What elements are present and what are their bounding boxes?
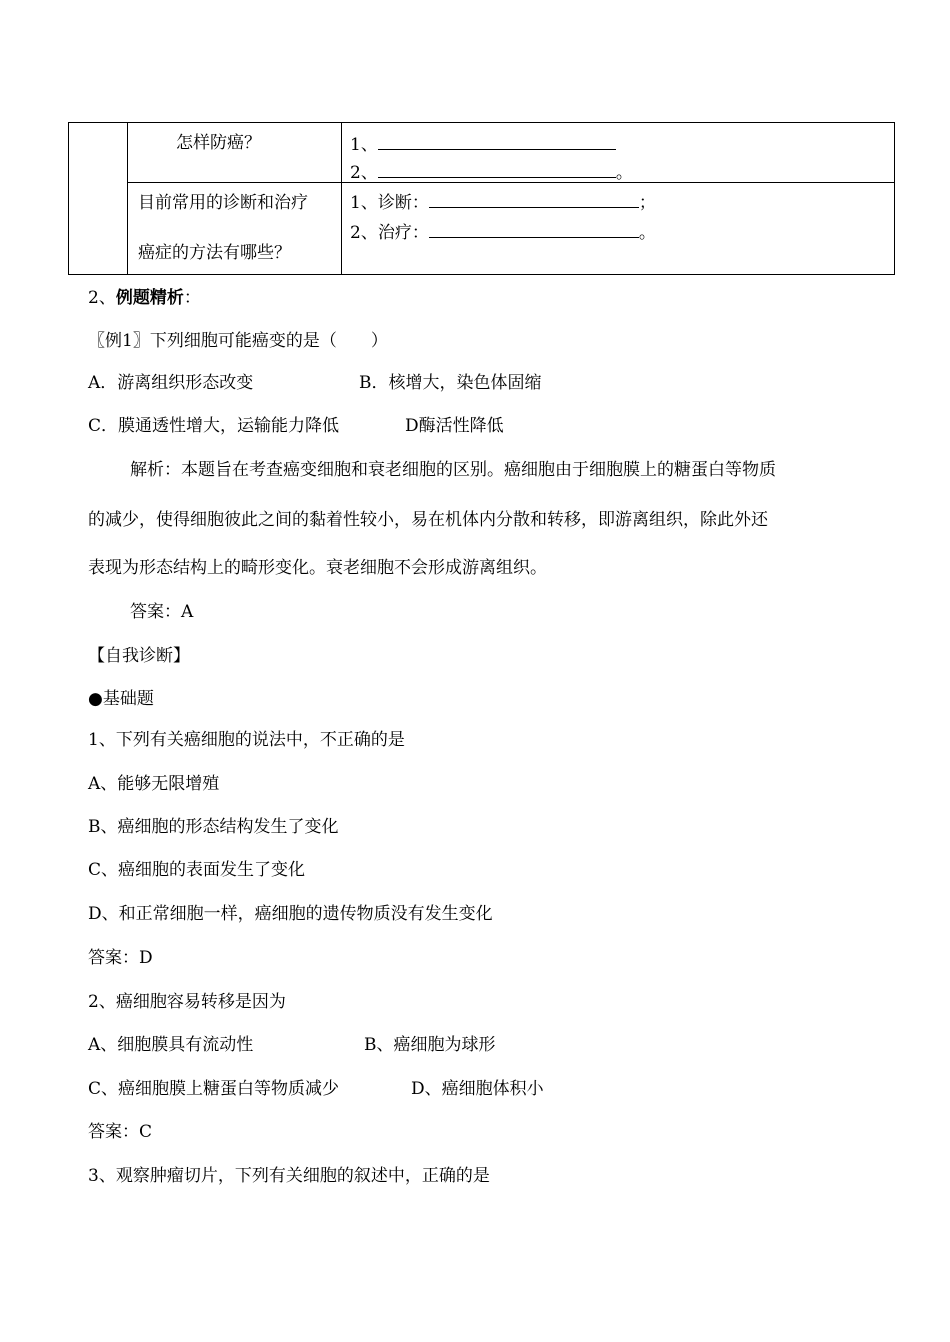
- table-row2-item1-suffix: ；: [638, 193, 656, 213]
- q2-option-d: D、癌细胞体积小: [411, 1079, 544, 1099]
- q2-stem: 2、癌细胞容易转移是因为: [88, 992, 286, 1012]
- section-number: 2、: [88, 288, 116, 308]
- fill-in-blank[interactable]: [429, 192, 639, 208]
- table-row2-item1-prefix: 1、诊断：: [350, 193, 429, 213]
- table-row2-question-line1: 目前常用的诊断和治疗: [138, 193, 308, 213]
- example1-option-d: D酶活性降低: [405, 416, 504, 436]
- example1-analysis-line1: 解析：本题旨在考查癌变细胞和衰老细胞的区别。癌细胞由于细胞膜上的糖蛋白等物质: [130, 460, 776, 480]
- table-row2-item2-suffix: 。: [638, 223, 656, 243]
- table-column-divider-2: [341, 123, 342, 274]
- table-row1-item2-suffix: 。: [615, 163, 633, 183]
- fill-in-blank[interactable]: [378, 162, 616, 178]
- table-row1-question: 怎样防癌？: [176, 133, 261, 153]
- q1-option-d: D、和正常细胞一样，癌细胞的遗传物质没有发生变化: [88, 904, 493, 924]
- q3-stem: 3、观察肿瘤切片，下列有关细胞的叙述中，正确的是: [88, 1166, 490, 1186]
- q1-option-b: B、癌细胞的形态结构发生了变化: [88, 817, 339, 837]
- self-diagnosis-heading: 【自我诊断】: [88, 646, 190, 666]
- section-heading: [88, 283, 201, 308]
- table-row1-item1: [350, 130, 616, 155]
- q2-option-b: B、癌细胞为球形: [364, 1035, 496, 1055]
- table-column-divider-1: [127, 123, 128, 274]
- table-row1-item1-prefix: 1、: [350, 135, 378, 155]
- section-title: 例题精析: [115, 288, 184, 308]
- table-row2-item1: [350, 188, 656, 213]
- table-row1-item2-prefix: 2、: [350, 163, 378, 183]
- table-row2-item2-prefix: 2、治疗：: [350, 223, 429, 243]
- q1-option-c: C、癌细胞的表面发生了变化: [88, 860, 306, 880]
- example1-option-a: A．游离组织形态改变: [88, 373, 254, 393]
- example1-stem: 〖例1〗下列细胞可能癌变的是（ ）: [88, 331, 388, 351]
- q1-option-a: A、能够无限增殖: [88, 774, 220, 794]
- table-row2-question-line2: 癌症的方法有哪些？: [138, 243, 291, 263]
- q2-option-a: A、细胞膜具有流动性: [88, 1035, 254, 1055]
- table-row2-item2: [350, 218, 656, 243]
- example1-answer: 答案：A: [130, 602, 194, 622]
- q2-option-c: C、癌细胞膜上糖蛋白等物质减少: [88, 1079, 340, 1099]
- fill-in-blank[interactable]: [378, 134, 616, 150]
- section-colon: ：: [183, 288, 201, 308]
- example1-analysis-line3: 表现为形态结构上的畸形变化。衰老细胞不会形成游离组织。: [88, 558, 547, 578]
- q2-answer: 答案：C: [88, 1122, 153, 1142]
- example1-option-b: B．核增大，染色体固缩: [359, 373, 542, 393]
- table-row1-item2: [350, 158, 633, 183]
- fill-in-blank[interactable]: [429, 222, 639, 238]
- q1-answer: 答案：D: [88, 948, 153, 968]
- example1-option-c: C．膜通透性增大，运输能力降低: [88, 416, 340, 436]
- example1-analysis-line2: 的减少，使得细胞彼此之间的黏着性较小，易在机体内分散和转移，即游离组织，除此外还: [88, 510, 768, 530]
- q1-stem: 1、下列有关癌细胞的说法中，不正确的是: [88, 730, 405, 750]
- basic-questions-label: ●基础题: [88, 689, 154, 709]
